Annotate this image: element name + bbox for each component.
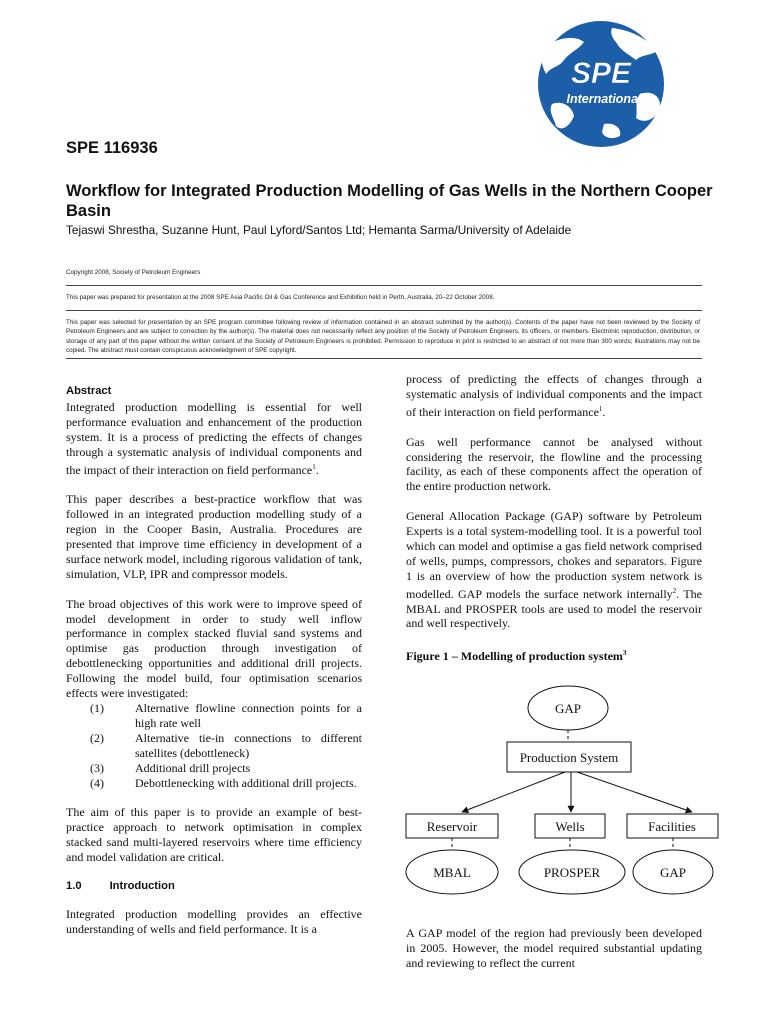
gap-top-label: GAP [554,701,582,716]
list-item: (1) Alternative flowline connection points for a high rate well [90,701,362,730]
wells-label: Wells [555,819,585,834]
list-item: (2) Alternative tie-in connections to different satellites (debottleneck) [90,730,362,760]
copyright-notice: Copyright 2008, Society of Petroleum Engineers [66,269,201,276]
logo-international-text: International [566,92,642,106]
divider [66,285,702,286]
right-column [406,372,702,664]
scenario-list [66,701,362,790]
abstract-paragraph: This paper describes a best-practice workflow that was followed in an integrated production modelling study of a region in the Cooper Basin, Australia. Procedures are presented that improve time efficiency in development of a surface network model, including rigorous validation of tank, simulation, VLP, IPR and compressor models. [66,492,362,581]
body-paragraph: General Allocation Package (GAP) software by Petroleum Experts is a total system-modelling tool. It is a powerful tool which can model and optimise a gas field network comprised of wells, pumps, compressors, chokes and separators. Figure 1 is an overview of how the production system network is modelled. GAP models the surface network internally$^2$. The MBAL and PROSPER tools are used to model the reservoir and well respectively. [406,509,702,631]
selection-notice: This paper was selected for presentation by an SPE program committee following review of information contained in an abstract submitted by the author(s). Contents of the paper have not been reviewed by the Society of Petroleum Engineers and are subject to correction by the author(s). The material does not necessarily reflect any position of the Society of Petroleum Engineers, its officers, or members. Electronic reproduction, distribution, or storage of any part of this paper without the written consent of the Society of Petroleum Engineers is prohibited. Permission to reproduce in print is restricted to an abstract of not more than 300 words; illustrations may not be copied. The abstract must contain conspicuous acknowledgment of SPE copyright. [66,319,700,355]
introduction-paragraph: Integrated production modelling provides an effective understanding of wells and field performance. It is a [66,906,362,936]
introduction-heading: 1.0 Introduction [66,879,175,892]
arrow-to-reservoir [462,772,565,812]
paper-number: SPE 116936 [66,139,158,157]
paper-title: Workflow for Integrated Production Modelling of Gas Wells in the Northern Cooper Basin [66,182,713,220]
list-item: (3) Additional drill projects [90,760,251,775]
production-system-label: Production System [519,750,619,765]
prosper-label: PROSPER [543,865,601,880]
body-paragraph: process of predicting the effects of changes through a systematic analysis of individual components and the impact of their interaction on field performance$^1$. [406,372,702,419]
left-column [66,384,362,937]
divider [66,358,702,359]
figure-caption: Figure 1 – Modelling of production system$^3$ [406,649,627,664]
spe-international-logo [512,20,690,148]
list-item: (4) Debottlenecking with additional drill projects. [90,775,357,790]
gap-tool-label: GAP [659,865,687,880]
abstract-heading: Abstract [66,385,112,397]
divider [66,310,702,311]
reservoir-label: Reservoir [426,819,478,834]
production-system-diagram [400,684,720,910]
facilities-label: Facilities [648,819,696,834]
arrow-to-facilities [577,772,692,812]
body-paragraph: A GAP model of the region had previously been developed in 2005. However, the model required substantial updating and reviewing to reflect the current [406,926,702,970]
abstract-paragraph: The broad objectives of this work were to improve speed of model development in order to study well inflow performance in complex stacked fluvial sand systems and optimise gas production through investigation of debottlenecking opportunities and additional drill projects. Following the model build, four optimisation scenarios effects were investigated: [66,596,362,701]
presentation-notice: This paper was prepared for presentation at the 2008 SPE Asia Pacific Oil & Gas Conference and Exhibition held in Perth, Australia, 20–22 October 2008. [66,294,495,301]
logo-spe-text: SPE [570,57,632,90]
authors: Tejaswi Shrestha, Suzanne Hunt, Paul Lyford/Santos Ltd; Hemanta Sarma/University of Adelaide [66,223,572,237]
mbal-label: MBAL [433,865,471,880]
abstract-paragraph: The aim of this paper is to provide an example of best-practice approach to network optimisation in complex stacked sand multi-layered reservoirs where time efficiency and model validation are critical. [66,805,362,865]
abstract-paragraph: Integrated production modelling is essential for well performance evaluation and enhancement of the production system. It is a process of predicting the effects of changes through a systematic analysis of individual components and the impact of their interaction on field performance$^1$. [66,399,362,477]
body-paragraph: Gas well performance cannot be analysed without considering the reservoir, the flowline and the processing facility, as each of these components affect the operation of the entire production network. [406,434,702,494]
